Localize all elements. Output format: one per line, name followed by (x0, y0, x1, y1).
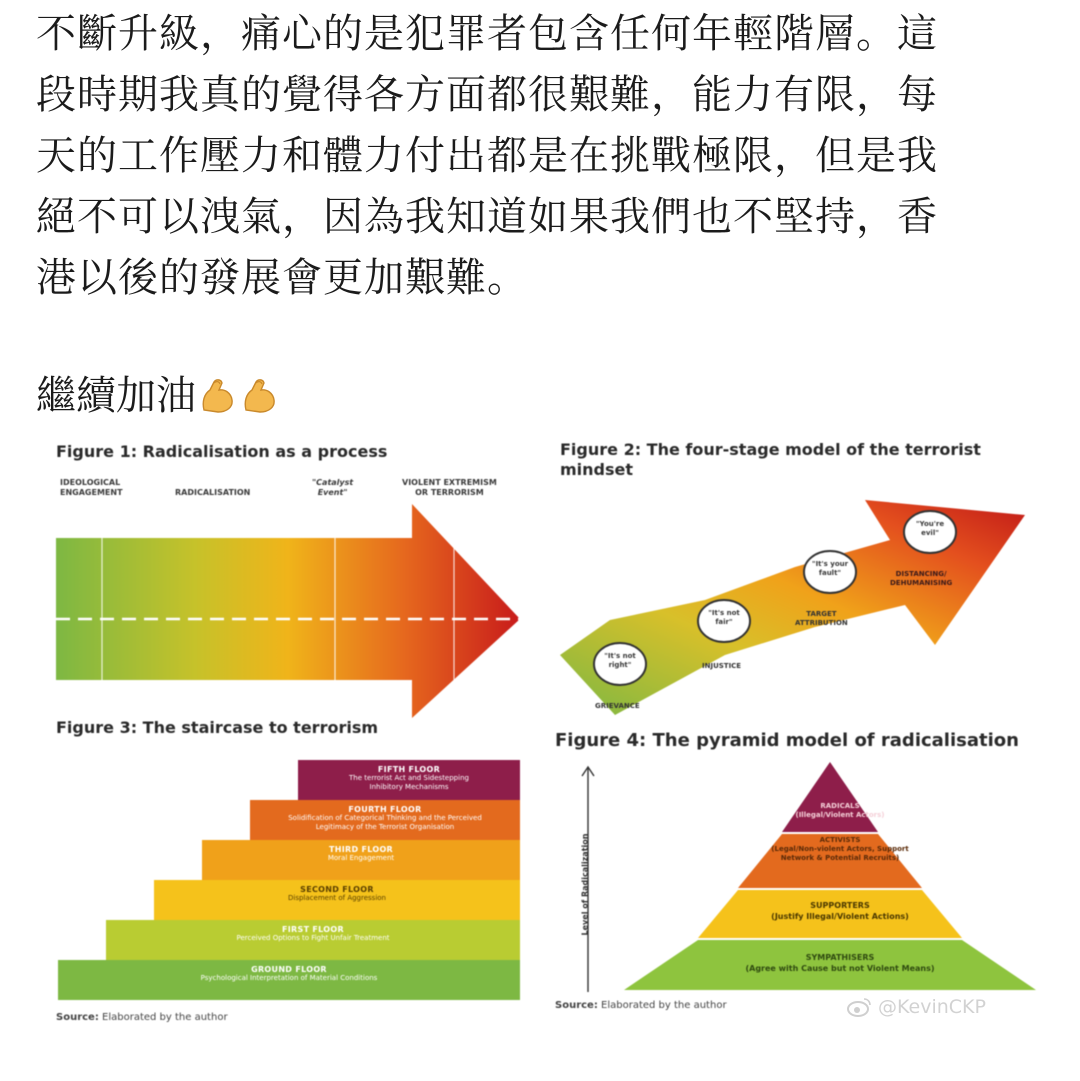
staircase-floor: FIFTH FLOOR The terrorist Act and Sidestepping Inhibitory Mechanisms (298, 760, 520, 802)
staircase-floor: SECOND FLOOR Displacement of Aggression (154, 880, 520, 920)
pyramid-tier: RADICALS (Illegal/Violent Actors) (795, 802, 885, 819)
post-line: 港以後的發展會更加艱難。 (36, 255, 528, 301)
figure3-title: Figure 3: The staircase to terrorism (56, 718, 379, 737)
bubble-text: "It's not fair" (708, 609, 740, 626)
watermark (846, 996, 986, 1018)
axis-label: Level of Radicalization (580, 833, 590, 936)
stage-label: RADICALISATION (175, 488, 251, 497)
radicalisation-infographic (50, 430, 1050, 1030)
figure4-source: Source: Elaborated by the author (555, 1000, 727, 1011)
cheer-line (36, 368, 280, 424)
staircase-floor: GROUND FLOOR Psychological Interpretation of Material Conditions (58, 960, 520, 1000)
post-line: 不斷升級，痛心的是犯罪者包含任何年輕階層。這 (36, 11, 938, 57)
pyramid-tier: SUPPORTERS (Justify Illegal/Violent Actions) (771, 901, 909, 921)
stage-label: TARGET ATTRIBUTION (795, 610, 848, 627)
staircase-floor: FOURTH FLOOR Solidification of Categorical Thinking and the Perceived Legitimacy of the Terrorist Organisation (250, 800, 520, 842)
post-line: 天的工作壓力和體力付出都是在挑戰極限，但是我 (36, 133, 938, 179)
flexed-biceps-icon (240, 376, 280, 416)
post-body (36, 4, 1046, 309)
figure1-arrow (50, 498, 530, 720)
stage-label: IDEOLOGICAL ENGAGEMENT (60, 478, 123, 497)
post-line: 段時期我真的覺得各方面都很艱難，能力有限，每 (36, 72, 938, 118)
bubble-text: "You're evil" (915, 520, 945, 537)
staircase-floor: THIRD FLOOR Moral Engagement (202, 840, 520, 882)
bubble-text: "It's your fault" (811, 560, 849, 577)
staircase-floor: FIRST FLOOR Perceived Options to Fight Unfair Treatment (106, 920, 520, 960)
stage-label: DISTANCING/ DEHUMANISING (890, 570, 953, 587)
bubble-text: "It's not right" (604, 652, 636, 669)
pyramid-tier: ACTIVISTS (Legal/Non-violent Actors, Support Network & Potential Recruits) (771, 836, 909, 862)
weibo-logo-icon (846, 996, 872, 1018)
figure2-title: Figure 2: The four-stage model of the terrorist mindset (560, 440, 981, 479)
flexed-biceps-icon (198, 376, 238, 416)
stage-label: "Catalyst Event" (312, 478, 354, 497)
stage-label: INJUSTICE (702, 662, 742, 670)
stage-label: VIOLENT EXTREMISM OR TERRORISM (402, 478, 497, 497)
watermark-text: @KevinCKP (878, 996, 986, 1018)
figure4-title: Figure 4: The pyramid model of radicalisation (555, 730, 1019, 751)
figure3-source: Source: Elaborated by the author (56, 1012, 228, 1023)
stage-label: GRIEVANCE (595, 702, 640, 710)
cheer-text: 繼續加油 (36, 373, 196, 419)
figure1-title: Figure 1: Radicalisation as a process (56, 442, 388, 461)
pyramid-tier: SYMPATHISERS (Agree with Cause but not Violent Means) (745, 953, 935, 973)
post-line: 絕不可以洩氣，因為我知道如果我們也不堅持，香 (36, 194, 938, 240)
